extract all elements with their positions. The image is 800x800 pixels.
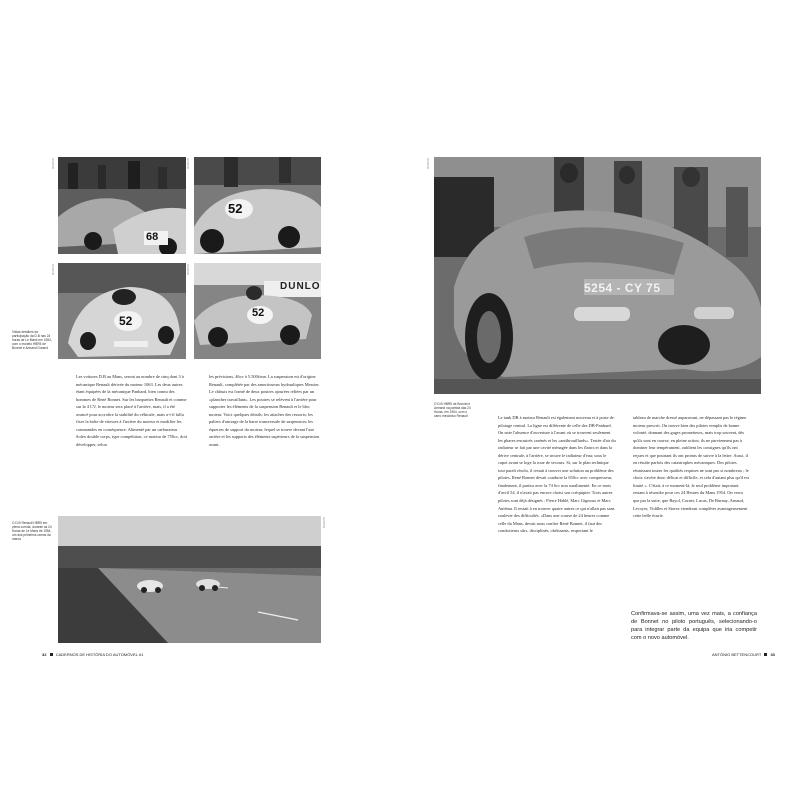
photo-car-52-side — [194, 157, 321, 254]
photo-caption: Vistas detalhes da participação da D.B nas 24 horas de Le Mans em 1954, com o modelo HBR5 de Bonnet e Armand Durand — [12, 330, 52, 351]
photo-credit: DIREITOS — [52, 264, 55, 276]
body-column: tableau de marche dressé auparavant, ne dépassant pas le régime moteur prescrit. On trouve bien des pilotes remplis de bonne volonté, donnant des gages prometteurs, mais trop souvent, dès qu'ils sont en course, en pleine action, ils ne parviennent pas à dominer leur tempérament, oublient les consignes qu'ils ont reçues et que pourtant ils ont promis de suivre à la lettre. Aussi, il en résulte parfois des catastrophes mécaniques. Des pilotes réunissant toutes les qualités requises ne sont pas si nombreux ; le choix s'avère donc délicat et difficile, et cela d'autant plus qu'il est limité ». C'était, à ce moment-là, le seul problème important restant à résoudre pour ces 24 Heures du Mans 1954. On verra que par la suite, que Bayol, Cornet, Lucas, De Burnay, Arnaud, Lecoyer, Vidilles et Storez viendront compléter avantageusement cette belle écurie. — [633, 415, 749, 519]
car-number: 52 — [252, 307, 265, 319]
photo-credit: DIREITOS — [323, 517, 326, 529]
photo-race-track — [58, 516, 321, 643]
license-plate: 5254 - CY 75 — [584, 281, 661, 295]
square-icon — [764, 653, 767, 656]
dunlop-sign: DUNLO — [280, 281, 321, 292]
page-footer-left — [42, 652, 143, 657]
photo-caption: O D.B HBR5 de Bonnet e Armand na partida das 24 Horas, em 1954, com o carro mecânico Renault — [434, 402, 471, 419]
portuguese-paragraph: Confirmava-se assim, uma vez mais, a confiança de Bonnet no piloto português, selecionando-o para integrar parte da equipa que iria competir com o novo automóvel. — [631, 611, 757, 641]
page-number: 32 — [42, 652, 47, 657]
body-column: les prévisions, 46cv à 5.500t/mn. La suspension est d'origine Renault, complétée par des amortisseurs hydrauliques Messier. Le châssis est formé de deux poutres ajourées reliées par un «plancher travaillant». Les poutres se relèvent à l'arrière pour supporter les éléments de la suspension Renault et le bloc moteur. Voici quelques détails: les attaches des ressorts; les paliers d'ancrage de la barre transversale de suspension; les équerres de support du moteur, lequel se trouve devant l'axe arrière et les supports des éléments supérieurs de la suspension avant. — [209, 374, 320, 447]
photo-credit: DIREITOS — [187, 158, 190, 170]
publication-title: CADERNOS DE HISTÓRIA DO AUTOMÓVEL — [55, 652, 138, 657]
car-number: 68 — [146, 231, 159, 243]
square-icon — [50, 653, 53, 656]
issue-number: #1 — [138, 652, 144, 657]
photo-credit: DIREITOS — [427, 158, 430, 170]
author-name: ANTÓNIO BETTENCOURT — [712, 652, 762, 657]
photo-credit: DIREITOS — [52, 158, 55, 170]
photo-car-52-front — [58, 263, 186, 359]
photo-car-52-dunlop — [194, 263, 321, 359]
body-column: Le tank DB à moteur Renault est également nouveau et à poste de pilotage central. La ligne est différente de celle des DB-Panhard. On note l'absence d'ouverture à l'avant où se trouvent seulement les phares encastrés carénés et les «antibrouillards». Testée d'air du radiateur se fait par une cavité ménagée dans les flancs et dans la dérive centrale, à l'arrière, se trouve le radiateur d'eau; sous le capot avant se loge la roue de secours. Si, sur le plan technique tout paraît résolu, il restait à trouver une solution au problème des pilotes. René Bonnet devait conduire la 650cc avec compresseur, finalement, il partira avec la 74 6cc non suralimenté. En ce mois d'avril 54, il n'avait pas encore choisi son coéquipier. Trois autres pilotes sont déjà désignés : Pierre Hablé, Marc Gignoux et Marc Aniéma. Il restait à en trouver quatre autres ce qui n'allait pas sans soulever des difficultés. «Dans une course de 24 heures comme celle du Mans, devait nous confier René Bonnet, il faut des conducteurs sûrs, disciplinés, obéissants, respectant le — [498, 415, 616, 534]
photo-caption: O D.B Renault HBR5 em plena corrida, durante as 24 Horas de Le Mans de 1954, um dos primeiros carros da marca — [12, 521, 52, 542]
photo-car-pits-large — [434, 157, 761, 394]
photo-pit-cars — [58, 157, 186, 254]
page-number: 33 — [770, 652, 775, 657]
page-footer-right — [712, 652, 775, 657]
car-number: 52 — [228, 201, 243, 216]
photo-credit: DIREITOS — [187, 264, 190, 276]
car-number: 52 — [119, 314, 133, 328]
body-column: Les voitures D.B au Mans, seront au nombre de cinq dont 3 à mécanique Renault dérivée du moteur 1063. Les deux autres étant équipées de la mécanique Panhard, bien connu des hommes de René Bonnet. Sur les barquettes Renault et comme sur la 4 CV, le moteur sera placé à l'arrière, mais, il a été avancé pour accroître la stabilité du véhicule, mais a-t-il fallu fixer la boîte de vitesses à l'arrière du moteur et modifier les commandes en conséquence. Alimenté par un carburateur Solex double corps, type compétition, ce moteur de 750cc, doit développer, selon — [76, 374, 187, 447]
